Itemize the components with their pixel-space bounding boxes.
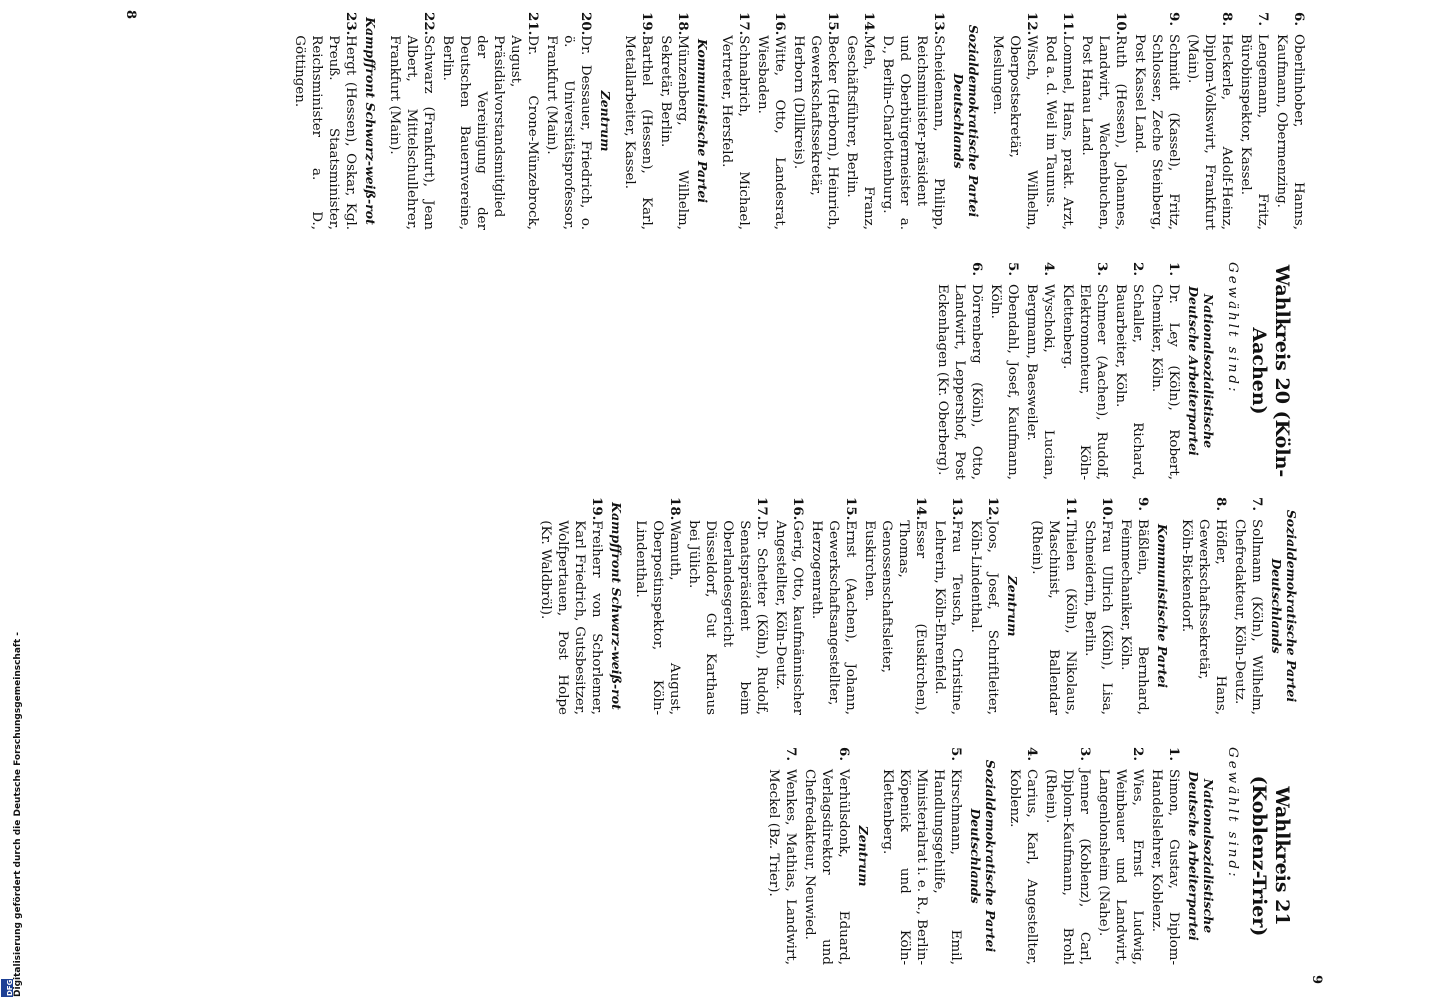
- entry-text: Jenner (Koblenz), Carl, Diplom-Kaufmann, Brohl (Rhein).: [1043, 769, 1092, 965]
- entry-text: Kirschmann, Emil, Handlungsgehilfe, Ministerialrat i. e. R., Berlin-Köpenick und Köln-Klettenberg.: [880, 769, 963, 966]
- entry-text: Schmidt (Kassel), Fritz, Schlosser, Zeche Steinberg, Post Kassel Land.: [1132, 34, 1181, 230]
- entry-number: 22.: [421, 12, 437, 36]
- entry-text: Wenkes, Mathias, Landwirt, Meckel (Bz. Trier).: [766, 769, 798, 965]
- party-heading: Sozialdemokratische Partei Deutschlands: [968, 759, 998, 953]
- entry-number: 11.: [1060, 12, 1076, 36]
- entry-number: 1.: [1166, 747, 1182, 761]
- list-item: [843, 12, 877, 230]
- list-item: [987, 262, 1021, 480]
- list-item: [291, 12, 359, 230]
- entry-text: Witte, Otto, Landesrat, Wiesbaden.: [755, 35, 787, 230]
- entry-number: 3.: [1077, 747, 1093, 761]
- list-item: [1042, 747, 1093, 965]
- party-heading: Zentrum: [856, 825, 871, 887]
- entry-text: Schwarz (Frankfurt), Jean Albert, Mittelschullehrer, Frankfurt (Main).: [387, 35, 436, 230]
- entry-text: Lengemann, Fritz, Bürobinspektor, Kassel.: [1238, 34, 1270, 230]
- list-item: [1006, 747, 1040, 965]
- elected-label: Gewählt sind:: [1225, 262, 1240, 395]
- entry-number: 18.: [675, 12, 691, 36]
- entry-text: Dr. Crone-Münzebrock, August, Präsidialvorstandsmitglied der Vereinigung der Deutschen Bauernvereine, Berlin.: [440, 35, 540, 230]
- page-number: 8: [123, 10, 138, 20]
- entry-number: 3.: [1094, 262, 1110, 276]
- party-heading: Sozialdemokratische Partei Deutschlands: [1269, 509, 1299, 703]
- entry-number: 11.: [1063, 497, 1079, 521]
- list-item: [439, 12, 541, 230]
- list-item: [1095, 747, 1146, 965]
- entry-number: 14.: [913, 497, 929, 521]
- list-item: [657, 12, 691, 230]
- list-item: [989, 12, 1040, 230]
- list-item: [1081, 497, 1115, 715]
- entry-number: 4.: [1024, 747, 1040, 761]
- party-heading: Kampffront Schwarz-weiß-rot: [363, 17, 378, 225]
- list-item: [1117, 497, 1151, 715]
- list-item: [537, 497, 605, 715]
- list-item: [801, 747, 852, 965]
- entry-number: 16.: [790, 497, 806, 521]
- entry-number: 9.: [1166, 12, 1182, 26]
- page-9: [125, 495, 1325, 985]
- entry-number: 5.: [948, 747, 964, 761]
- list-item: [685, 497, 770, 715]
- entry-text: Carius, Karl, Angestellter, Koblenz.: [1007, 769, 1039, 965]
- entry-number: 8.: [1219, 12, 1235, 26]
- party-heading: Kommunistische Partei: [1155, 523, 1170, 689]
- list-item: [1148, 747, 1182, 965]
- entry-text: Lommel, Hans, prakt. Arzt, Rod a. d. Weil im Taunus.: [1043, 35, 1075, 230]
- list-item: [1273, 12, 1307, 230]
- entry-number: 6.: [969, 262, 985, 276]
- page-9-column-2: [763, 747, 1307, 965]
- entry-text: Scheidemann, Philipp, Reichsminister-präsident und Oberbürgermeister a. D., Berlin-Charlottenburg.: [880, 35, 946, 230]
- entry-text: Münzenberg, Wilhelm, Sekretär, Berlin.: [658, 35, 690, 230]
- list-item: [543, 12, 594, 230]
- list-item: [1231, 497, 1265, 715]
- list-item: [1112, 262, 1146, 480]
- list-item: [1028, 497, 1079, 715]
- page-number: 9: [1309, 975, 1324, 985]
- elected-label: Gewählt sind:: [1225, 747, 1240, 880]
- entry-number: 2.: [1130, 747, 1146, 761]
- list-item: [861, 497, 929, 715]
- entry-number: 7.: [1255, 12, 1271, 26]
- entry-number: 5.: [1005, 262, 1021, 276]
- party-heading: Kommunistische Partei: [695, 38, 710, 204]
- list-item: [1184, 12, 1235, 230]
- list-item: [879, 12, 947, 230]
- list-item: [1237, 12, 1271, 230]
- list-item: [1178, 497, 1229, 715]
- party-heading: Zentrum: [1005, 575, 1020, 637]
- list-item: [718, 12, 752, 230]
- party-heading: Nationalsozialistische Deutsche Arbeiterpartei: [1186, 771, 1216, 941]
- entry-number: 15.: [843, 497, 859, 521]
- list-item: [934, 262, 985, 480]
- entry-text: Höfler, Hans, Gewerkschaftssekretär, Köln-Bickendorf.: [1179, 519, 1228, 715]
- list-item: [879, 747, 964, 965]
- entry-text: Dr. Ley (Köln), Robert, Chemiker, Köln.: [1149, 284, 1181, 480]
- entry-text: Obendahl, Josef, Kaufmann, Köln.: [988, 284, 1020, 480]
- page-8-column-2: [932, 262, 1307, 480]
- list-item: [967, 497, 1001, 715]
- entry-text: Thielen (Köln), Nikolaus, Maschinist, Ballendar (Rhein).: [1029, 520, 1078, 715]
- list-item: [765, 747, 799, 965]
- entry-text: Esser (Euskirchen), Thomas, Genossenschaftsleiter, Euskirchen.: [862, 520, 928, 715]
- list-item: [1078, 12, 1129, 230]
- entry-text: Meh, Franz, Geschäftsführer, Berlin.: [844, 35, 876, 230]
- entry-text: Heckerle, Adolf-Heinz, Diplom-Volkswirt, Frankfurt (Main).: [1185, 34, 1234, 230]
- list-item: [931, 497, 965, 715]
- entry-number: 10.: [1099, 497, 1115, 521]
- entry-text: Dörrenberg (Köln), Otto, Landwirt, Leppershof, Post Eckenhagen (Kr. Oberberg).: [935, 284, 984, 480]
- list-item: [1148, 262, 1182, 480]
- entry-text: Joos, Josef, Schriftleiter, Köln-Lindenthal.: [968, 520, 1000, 715]
- entry-number: 6.: [1291, 12, 1307, 26]
- list-item: [1023, 262, 1057, 480]
- entry-text: Wamuth, August, Oberpostinspektor, Köln-Lindenthal.: [633, 520, 682, 715]
- list-item: [754, 12, 788, 230]
- list-item: [1131, 12, 1182, 230]
- entry-number: 19.: [589, 497, 605, 521]
- entry-number: 4.: [1041, 262, 1057, 276]
- scanned-document: [123, 10, 1325, 985]
- list-item: [386, 12, 437, 230]
- dfg-logo: DFG: [1, 979, 13, 997]
- list-item: [790, 12, 841, 230]
- page-8: [125, 10, 1325, 495]
- entry-number: 18.: [667, 497, 683, 521]
- list-item: [632, 497, 683, 715]
- entry-text: Simon, Gustav, Diplom-Handelslehrer, Koblenz.: [1149, 769, 1181, 965]
- entry-number: 9.: [1135, 497, 1151, 511]
- entry-text: Ernst (Aachen), Johann, Gewerkschaftsangestellter, Herzogenrath.: [809, 520, 858, 715]
- list-item: [772, 497, 806, 715]
- entry-number: 2.: [1130, 262, 1146, 276]
- entry-number: 8.: [1213, 497, 1229, 511]
- list-item: [808, 497, 859, 715]
- credit-text: Digitalisierung gefördert durch die Deutsche Forschungsgemeinschaft -: [13, 632, 23, 997]
- entry-number: 23.: [343, 12, 359, 36]
- list-item: [1059, 262, 1110, 480]
- entry-number: 20.: [578, 12, 594, 36]
- entry-number: 7.: [783, 747, 799, 761]
- entry-number: 15.: [825, 12, 841, 36]
- entry-text: Bäßlein, Bernhard, Feinmechaniker, Köln.: [1118, 519, 1150, 715]
- page-9-column-1: [535, 497, 1307, 715]
- page-8-column-1: [289, 12, 1307, 230]
- footer-credit: [2, 3, 22, 997]
- entry-text: Wisch, Wilhelm, Oberpostsekretär, Meslungen.: [990, 35, 1039, 230]
- entry-text: Schmeer (Aachen), Rudolf, Elektromonteur, Köln-Klettenberg.: [1060, 284, 1109, 480]
- entry-text: Freiherr von Schorlemer, Karl Friedrich, Gutsbesitzer, Wolfpertauen, Post Holpe (Kr. Waldbröl).: [538, 520, 604, 715]
- entry-text: Frau Teusch, Christine, Lehrerin, Köln-Ehrenfeld.: [932, 520, 964, 715]
- entry-number: 19.: [639, 12, 655, 36]
- party-heading: Nationalsozialistische Deutsche Arbeiterpartei: [1186, 286, 1216, 456]
- entry-number: 14.: [861, 12, 877, 36]
- entry-text: Frau Ullrich (Köln), Lisa, Schneiderin, Berlin.: [1082, 520, 1114, 715]
- entry-text: Sollmann (Köln), Wilhelm, Chefredakteur, Köln-Deutz.: [1232, 519, 1264, 715]
- party-heading: Sozialdemokratische Partei Deutschlands: [951, 24, 981, 218]
- entry-number: 17.: [736, 12, 752, 36]
- district-heading: Wahlkreis 20 (Köln-Aachen): [1248, 264, 1293, 478]
- entry-text: Schnabrich, Michael, Vertreter, Hersfeld.: [719, 35, 751, 230]
- entry-text: Ruth (Hessen), Johannes, Landwirt, Wachenbuchen, Post Hanau Land.: [1079, 35, 1128, 230]
- entry-number: 12.: [985, 497, 1001, 521]
- entry-text: Oberlinhober, Hanns, Kaufmann, Obermenzing.: [1274, 34, 1306, 230]
- entry-text: Verhülsdonk, Eduard, Verlagsdirektor und Chefredakteur, Neuwied.: [802, 769, 851, 965]
- entry-number: 17.: [754, 497, 770, 521]
- entry-number: 6.: [836, 747, 852, 761]
- party-heading: Kampffront Schwarz-weiß-rot: [609, 502, 624, 710]
- entry-number: 1.: [1166, 262, 1182, 276]
- entry-number: 16.: [772, 12, 788, 36]
- entry-number: 10.: [1113, 12, 1129, 36]
- entry-text: Schaller, Richard, Bauarbeiter, Köln.: [1113, 284, 1145, 480]
- entry-text: Dr. Schetter (Köln), Rudolf, Senatspräsident beim Oberlandesgericht Düsseldorf, Gut Karthaus bei Jülich.: [686, 520, 769, 715]
- entry-number: 13.: [949, 497, 965, 521]
- entry-number: 21.: [525, 12, 541, 36]
- entry-number: 7.: [1249, 497, 1265, 511]
- entry-text: Gerig, Otto, kaufmännischer Angestellter, Köln-Deutz.: [773, 520, 805, 715]
- entry-text: Becker (Herborn), Heinrich, Gewerkschaftssekretär, Herborn (Dillkreis).: [791, 35, 840, 230]
- document-spread: [123, 10, 1325, 985]
- entry-text: Wies, Ernst Ludwig, Weinbauer und Landwirt, Langenlonsheim (Nahe).: [1096, 769, 1145, 965]
- list-item: [621, 12, 655, 230]
- entry-number: 13.: [931, 12, 947, 36]
- district-heading: Wahlkreis 21 (Koblenz-Trier): [1248, 775, 1293, 937]
- list-item: [1042, 12, 1076, 230]
- entry-text: Wyschoki, Lucian, Bergmann, Baesweiler.: [1024, 284, 1056, 480]
- entry-text: Barthel (Hessen), Karl, Metallarbeiter, Kassel.: [622, 35, 654, 230]
- entry-text: Dr. Dessauer, Friedrich, o. ö. Universitätsprofessor, Frankfurt (Main).: [544, 35, 593, 230]
- entry-text: Hergt (Hessen), Oskar, Kgl. Preuß. Staatsminister, Reichsminister a. D., Göttingen.: [292, 35, 358, 230]
- entry-number: 12.: [1024, 12, 1040, 36]
- party-heading: Zentrum: [598, 90, 613, 152]
